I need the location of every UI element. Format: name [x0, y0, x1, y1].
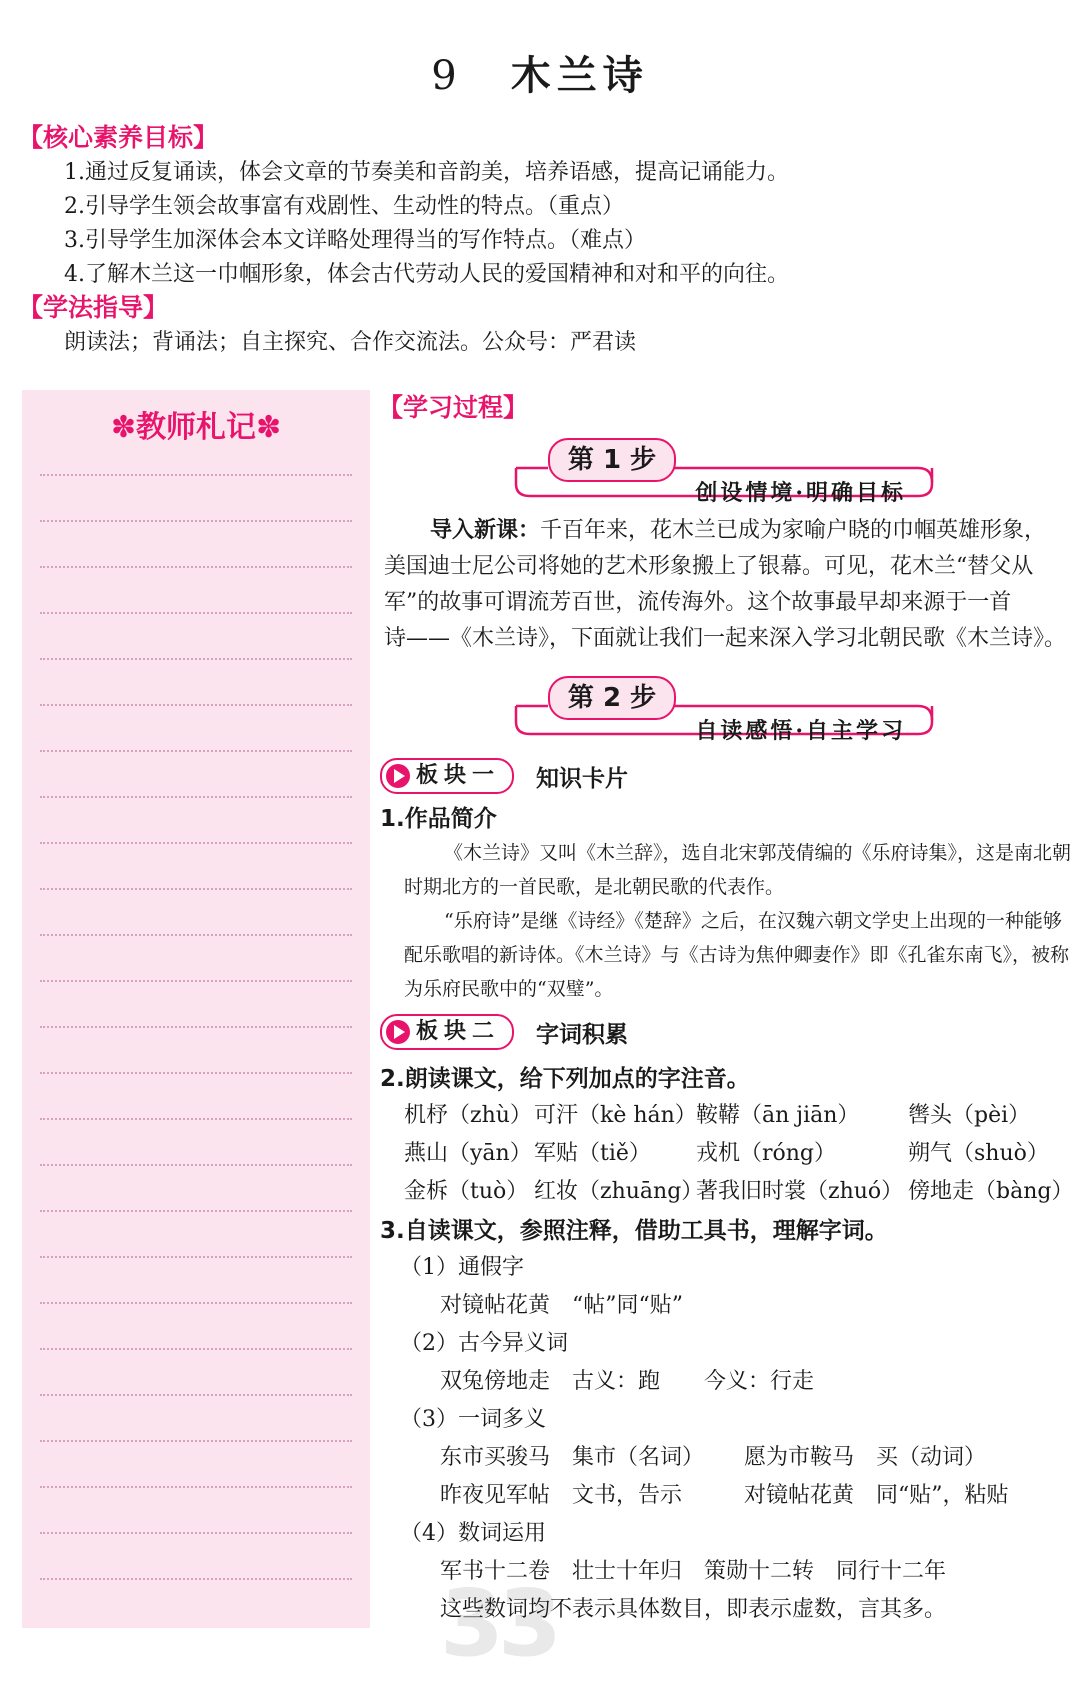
note-line	[40, 704, 352, 706]
note-line	[40, 1348, 352, 1350]
intro-text-line: 为乐府民歌中的“双璧”。	[404, 978, 614, 1000]
note-line	[40, 1210, 352, 1212]
page-title	[0, 44, 1080, 101]
note-line	[40, 1072, 352, 1074]
block-1-pill	[380, 758, 514, 794]
note-line	[40, 750, 352, 752]
subsection-line: 昨夜见军帖 文书，告示	[440, 1483, 683, 1508]
intro-text-line: 《木兰诗》又叫《木兰辞》，选自北宋郭茂倩编的《乐府诗集》，这是南北朝	[444, 842, 1072, 864]
teacher-notes-title: ✽教师札记✽	[110, 410, 282, 445]
pinyin-item: 燕山（yān）	[404, 1141, 532, 1166]
method-heading: 【学法指导】	[18, 293, 169, 322]
question-2: 2.朗读课文，给下列加点的字注音。	[380, 1066, 750, 1092]
note-line	[40, 1440, 352, 1442]
process-heading: 【学习过程】	[378, 393, 529, 422]
note-line	[40, 474, 352, 476]
note-line	[40, 1302, 352, 1304]
step-2-tag: 第 2 步	[548, 676, 676, 720]
note-line	[40, 1118, 352, 1120]
pinyin-item: 金柝（tuò）	[404, 1179, 529, 1204]
pinyin-item: 可汗（kè hán）	[534, 1103, 697, 1128]
step-1-tag: 第 1 步	[548, 438, 676, 482]
block-2-name: 字词积累	[536, 1022, 628, 1048]
pinyin-item: 朔气（shuò）	[908, 1141, 1049, 1166]
note-line	[40, 934, 352, 936]
goal-item: 1.通过反复诵读，体会文章的节奏美和音韵美，培养语感，提高记诵能力。	[64, 160, 789, 185]
subsection-line: 东市买骏马 集市（名词）	[440, 1445, 705, 1470]
subsection-heading: （1）通假字	[400, 1255, 524, 1280]
step-2-subtitle: 自读感悟·自主学习	[695, 718, 906, 744]
step-1-subtitle: 创设情境·明确目标	[695, 480, 906, 506]
note-line	[40, 1532, 352, 1534]
pinyin-item: 军贴（tiě）	[534, 1141, 651, 1166]
pinyin-item: 鞍鞯（ān jiān）	[696, 1103, 860, 1128]
note-line	[40, 566, 352, 568]
note-line	[40, 612, 352, 614]
intro-line: 军”的故事可谓流芳百世，流传海外。这个故事最早却来源于一首	[384, 590, 1012, 615]
teacher-notes-panel	[22, 390, 370, 1628]
intro-text-line: 配乐歌唱的新诗体。《木兰诗》与《古诗为焦仲卿妻作》即《孔雀东南飞》，被称	[404, 944, 1070, 966]
subsection-line: 对镜帖花黄 同“贴”，粘贴	[744, 1483, 1009, 1508]
goals-heading: 【核心素养目标】	[18, 123, 219, 152]
intro-text-line: “乐府诗”是继《诗经》《楚辞》之后，在汉魏六朝文学史上出现的一种能够	[444, 910, 1062, 932]
note-line	[40, 980, 352, 982]
intro-paragraph	[384, 512, 1074, 657]
pinyin-item: 红妆（zhuāng）	[534, 1179, 704, 1204]
note-line	[40, 1578, 352, 1580]
pinyin-item: 辔头（pèi）	[908, 1103, 1031, 1128]
note-line	[40, 1394, 352, 1396]
note-line	[40, 842, 352, 844]
lesson-number: 9	[431, 53, 463, 99]
pinyin-item: 傍地走（bàng）	[908, 1179, 1074, 1204]
subsection-heading: （2）古今异义词	[400, 1331, 568, 1356]
note-line	[40, 1486, 352, 1488]
intro-line: 美国迪士尼公司将她的艺术形象搬上了银幕。可见，花木兰“替父从	[384, 554, 1034, 579]
note-line	[40, 888, 352, 890]
block-1-name: 知识卡片	[536, 766, 628, 792]
note-line	[40, 658, 352, 660]
subsection-line: 愿为市鞍马 买（动词）	[744, 1445, 987, 1470]
lesson-title: 木兰诗	[510, 52, 649, 99]
subsection-line: 军书十二卷 壮士十年归 策勋十二转 同行十二年	[440, 1559, 947, 1584]
note-line	[40, 796, 352, 798]
question-3: 3.自读课文，参照注释，借助工具书，理解字词。	[380, 1218, 888, 1244]
intro-line: 导入新课：千百年来，花木兰已成为家喻户晓的巾帼英雄形象，	[430, 517, 1047, 543]
note-line	[40, 1026, 352, 1028]
subsection-heading: （3）一词多义	[400, 1407, 546, 1432]
goal-item: 4.了解木兰这一巾帼形象，体会古代劳动人民的爱国精神和对和平的向往。	[64, 262, 789, 287]
play-icon	[386, 1020, 410, 1044]
subsection-note: 这些数词均不表示具体数目，即表示虚数，言其多。	[440, 1597, 947, 1622]
subsection-line: 双兔傍地走 古义：跑 今义：行走	[440, 1369, 815, 1394]
goal-item: 2.引导学生领会故事富有戏剧性、生动性的特点。（重点）	[64, 194, 624, 219]
intro-label: 导入新课：	[430, 517, 541, 543]
page-number: 33	[440, 1570, 557, 1677]
subsection-line: 对镜帖花黄 “帖”同“贴”	[440, 1293, 683, 1318]
block-2-pill	[380, 1014, 514, 1050]
step-2-banner	[508, 676, 938, 746]
note-line	[40, 1164, 352, 1166]
pinyin-item: 著我旧时裳（zhuó）	[696, 1179, 904, 1204]
note-line	[40, 520, 352, 522]
pinyin-item: 机杼（zhù）	[404, 1103, 532, 1128]
block-1-label: 板块一	[416, 763, 501, 788]
method-text: 朗读法；背诵法；自主探究、合作交流法。公众号：严君读	[64, 330, 637, 355]
subsection-heading: （4）数词运用	[400, 1521, 546, 1546]
intro-line: 诗——《木兰诗》，下面就让我们一起来深入学习北朝民歌《木兰诗》。	[384, 626, 1067, 651]
note-line	[40, 1256, 352, 1258]
step-1-banner	[508, 438, 938, 508]
pinyin-item: 戎机（róng）	[696, 1141, 837, 1166]
goal-item: 3.引导学生加深体会本文详略处理得当的写作特点。（难点）	[64, 228, 646, 253]
play-icon	[386, 764, 410, 788]
block-2-label: 板块二	[416, 1019, 501, 1044]
question-1: 1.作品简介	[380, 806, 497, 832]
intro-text-line: 时期北方的一首民歌，是北朝民歌的代表作。	[404, 876, 785, 898]
